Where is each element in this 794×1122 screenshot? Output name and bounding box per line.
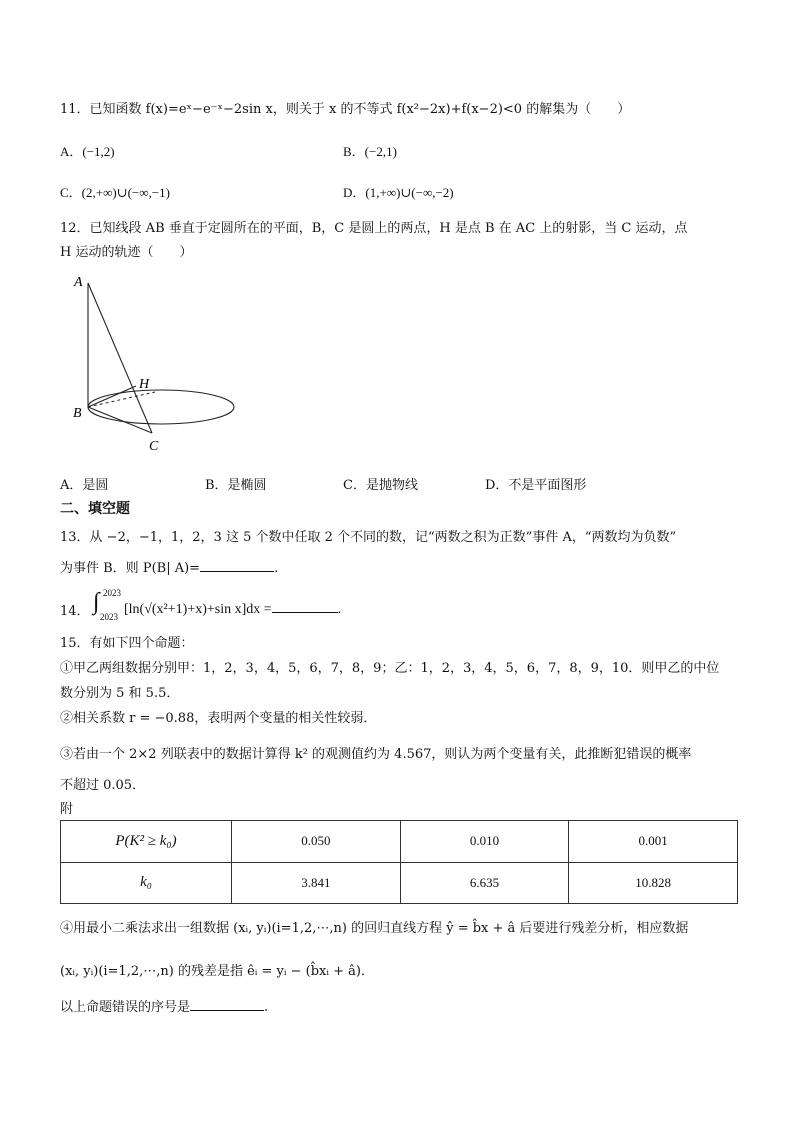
q15-prop2: ②相关系数 r = −0.88，表明两个变量的相关性较弱．	[60, 711, 377, 726]
q12-geometry-figure	[60, 270, 240, 460]
q12-stem-line1: 12．已知线段 AB 垂直于定圆所在的平面，B，C 是圆上的两点，H 是点 B 在 AC 上的射影，当 C 运动，点	[60, 221, 688, 236]
label-c: C	[149, 439, 159, 454]
q15-prop4-line1: ④用最小二乘法求出一组数据 (xᵢ, yᵢ)(i=1,2,⋯,n) 的回归直线方程 ŷ = b̂x + â 后要进行残差分析，相应数据	[60, 921, 689, 936]
table-cell: 0.050	[232, 821, 401, 863]
q14-upper-limit: 2023	[103, 588, 121, 598]
q13-tail: .	[274, 561, 279, 576]
critical-value-table	[60, 820, 738, 904]
integral-sign-icon: ∫	[93, 589, 100, 615]
q11-option-b[interactable]: B．(−2,1)	[343, 144, 397, 159]
q14-integrand: [ln(√(x²+1)+x)+sin x]dx =	[124, 602, 272, 617]
q15-prop4-line2: (xᵢ, yᵢ)(i=1,2,⋯,n) 的残差是指 êᵢ = yᵢ − (b̂xᵢ + â)．	[60, 964, 374, 979]
table-row-label-probability: P(K² ≥ k₀)	[61, 821, 232, 863]
table-cell: 3.841	[232, 862, 401, 904]
q14-tail: .	[337, 602, 342, 617]
q11-option-c[interactable]: C．(2,+∞)∪(−∞,−1)	[60, 185, 170, 200]
q14-prefix: 14．	[60, 604, 90, 619]
q15-prop1-line1: ①甲乙两组数据分别甲：1，2，3，4，5，6，7，8，9；乙：1，2，3，4，5，6，7，8，9，10．则甲乙的中位	[60, 661, 720, 676]
q15-prop1-line2: 数分别为 5 和 5.5．	[60, 686, 180, 701]
label-h: H	[139, 377, 150, 392]
q15-appendix-label: 附	[60, 802, 74, 817]
q15-tail: .	[264, 1000, 269, 1015]
circle-back-arc	[88, 390, 234, 407]
q13-line1: 13．从 −2，−1，1，2，3 这 5 个数中任取 2 个不同的数，记“两数之积为正数”事件 A，“两数均为负数”	[60, 530, 677, 545]
q14-line	[124, 600, 341, 618]
table-cell: 0.001	[569, 821, 738, 863]
q15-prop3-line1: ③若由一个 2×2 列联表中的数据计算得 k² 的观测值约为 4.567，则认为两个变量有关，此推断犯错误的概率	[60, 747, 692, 762]
q15-intro: 15．有如下四个命题：	[60, 636, 194, 651]
label-b: B	[73, 406, 82, 421]
q11-option-a[interactable]: A．(−1,2)	[60, 144, 115, 159]
q11-stem: 11．已知函数 f(x)=eˣ−e⁻ˣ−2sin x，则关于 x 的不等式 f(x²−2x)+f(x−2)<0 的解集为（ ）	[60, 102, 631, 117]
table-row	[61, 862, 738, 904]
q12-option-b[interactable]: B．是椭圆	[205, 478, 267, 493]
table-row	[61, 821, 738, 863]
q15-conclusion: 以上命题错误的序号是	[60, 1000, 191, 1015]
q15-answer-blank[interactable]	[190, 998, 264, 1011]
q12-stem-line2: H 运动的轨迹（ ）	[60, 245, 193, 260]
q11-option-d[interactable]: D．(1,+∞)∪(−∞,−2)	[343, 185, 454, 200]
q15-prop3-line2: 不超过 0.05．	[60, 778, 146, 793]
label-a: A	[74, 275, 83, 290]
q14-answer-blank[interactable]	[272, 600, 338, 613]
q13-line2	[60, 557, 278, 576]
q15-conclusion-line	[60, 996, 268, 1015]
segment-dashed-b	[88, 392, 155, 407]
table-row-label-k0: k₀	[61, 862, 232, 904]
q14-lower-limit: 2023	[100, 612, 118, 622]
table-cell: 10.828	[569, 862, 738, 904]
q12-option-d[interactable]: D．不是平面图形	[485, 478, 587, 493]
q12-option-a[interactable]: A．是圆	[60, 478, 109, 493]
table-cell: 6.635	[400, 862, 569, 904]
section-title-fill-in: 二、填空题	[60, 501, 130, 517]
q13-prompt: 为事件 B．则 P(B| A)=	[60, 561, 201, 576]
q13-answer-blank[interactable]	[200, 559, 274, 572]
segment-bh	[88, 386, 136, 407]
table-cell: 0.010	[400, 821, 569, 863]
q12-option-c[interactable]: C．是抛物线	[343, 478, 418, 493]
